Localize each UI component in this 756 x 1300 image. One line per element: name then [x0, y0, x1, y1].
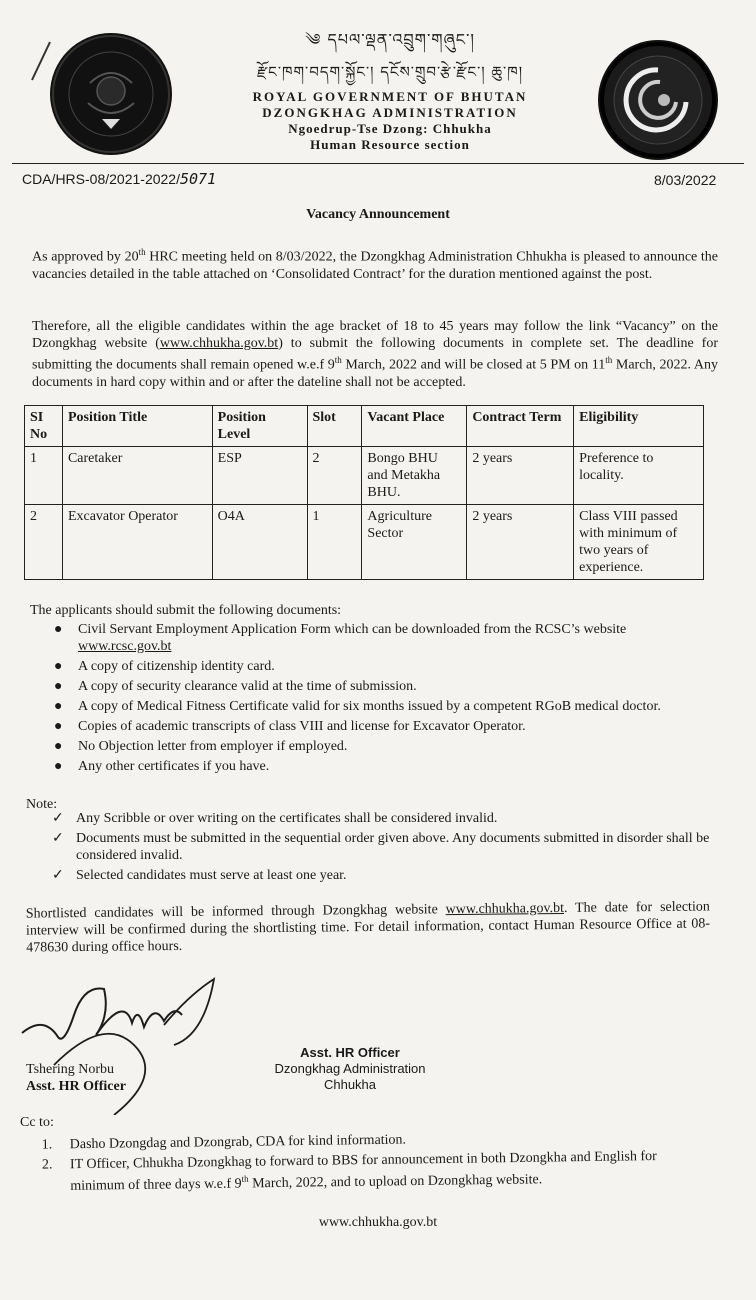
dzongkha-subtitle: རྫོང་ཁག་བདག་སྐྱོང་། དངོས་གྲུབ་རྩེ་རྫོང་། ཆུ་ཁ།: [256, 63, 524, 81]
table-cell: Preference to locality.: [574, 447, 704, 505]
signatory-title: Asst. HR Officer: [26, 1079, 126, 1094]
website-link[interactable]: www.chhukha.gov.bt: [159, 336, 279, 351]
col-header: Vacant Place: [362, 406, 467, 447]
documents-intro: The applicants should submit the following documents:: [30, 603, 342, 618]
table-cell: 2: [307, 447, 362, 505]
list-item: ✓ Selected candidates must serve at least one year.: [52, 868, 347, 883]
intro-paragraph-2: Therefore, all the eligible candidates within the age bracket of 18 to 45 years may follow the link “Vacancy” on the Dzongkhag website (www.chhukha.gov.bt) to submit the following documents in complete set. The deadline for submitting the documents shall remain opened w.e.f 9th March, 2022 and will be closed at 5 PM on 11th March, 2022. Any documents in hard copy within and or after the dateline shall not be accepted.: [32, 319, 718, 390]
list-item: ● No Objection letter from employer if employed.: [54, 739, 348, 754]
emblem-seal-icon: [50, 33, 172, 155]
cc-list: [42, 1127, 703, 1198]
list-item: ● Any other certificates if you have.: [54, 759, 270, 774]
bullet-icon: ●: [54, 699, 63, 714]
col-header: Eligibility: [574, 406, 704, 447]
table-cell: 2: [25, 505, 63, 580]
col-header: Slot: [307, 406, 362, 447]
table-cell: Excavator Operator: [62, 505, 212, 580]
col-header: Position Level: [212, 406, 307, 447]
table-cell: 1: [307, 505, 362, 580]
dzongkha-title: ༄ དཔལ་ལྡན་འབྲུག་གཞུང་།: [305, 30, 475, 49]
reference-number-text: CDA/HRS-08/2021-2022/: [22, 171, 180, 187]
col-header: Contract Term: [467, 406, 574, 447]
checkmark-icon: ✓: [52, 811, 64, 826]
list-item: ✓ Any Scribble or over writing on the certificates shall be considered invalid.: [52, 811, 498, 826]
bullet-icon: ●: [54, 719, 63, 734]
table-cell: Caretaker: [62, 447, 212, 505]
list-item: 1. Dasho Dzongdag and Dzongrab, CDA for kind information.: [41, 1132, 407, 1153]
royal-emblem-left: [50, 33, 172, 155]
stamp-line: Chhukha: [323, 1077, 377, 1092]
reference-number: [22, 170, 216, 188]
intro-paragraph-1: As approved by 20th HRC meeting held on 8/03/2022, the Dzongkhag Administration Chhukha is pleased to announce the vacancies detailed in the table attached on ‘Consolidated Contract’ for the duration mentioned against the post.: [32, 247, 718, 282]
note-list: [50, 810, 710, 887]
header-divider: [12, 163, 744, 164]
vacancy-table: [24, 405, 704, 580]
table-cell: Bongo BHU and Metakha BHU.: [362, 447, 467, 505]
stamp-line: Asst. HR Officer: [300, 1045, 400, 1060]
bullet-icon: ●: [54, 679, 63, 694]
bullet-icon: ●: [54, 739, 63, 754]
col-header: SI No: [25, 406, 63, 447]
table-row: [25, 447, 704, 505]
checkmark-icon: ✓: [52, 868, 64, 883]
handwritten-reference: 5071: [179, 170, 217, 188]
list-item: ✓ Documents must be submitted in the sequential order given above. Any documents submitted in disorder shall be considered invalid.: [52, 831, 710, 863]
official-stamp: [250, 1045, 450, 1093]
letter-date: 8/03/2022: [654, 172, 717, 188]
bullet-icon: ●: [54, 759, 63, 774]
table-cell: O4A: [212, 505, 307, 580]
col-header: Position Title: [62, 406, 212, 447]
signatory-name: Tshering Norbu: [26, 1062, 115, 1077]
list-item: 2. IT Officer, Chhukha Dzongkhag to forward to BBS for announcement in both Dzongkha and English for minimum of three days w.e.f 9th March, 2022, and to upload on Dzongkhag website.: [41, 1149, 657, 1194]
list-item: ● A copy of citizenship identity card.: [54, 659, 275, 674]
section-name: Human Resource section: [310, 137, 470, 152]
bullet-icon: ●: [54, 659, 63, 674]
stamp-line: Dzongkhag Administration: [274, 1061, 426, 1076]
administration-name: DZONGKHAG ADMINISTRATION: [262, 105, 518, 120]
table-cell: 2 years: [467, 505, 574, 580]
announcement-title: Vacancy Announcement: [306, 207, 450, 222]
documents-list: [52, 621, 712, 778]
list-item: ● A copy of Medical Fitness Certificate valid for six months issued by a competent RGoB medical doctor.: [54, 699, 661, 714]
bullet-icon: ●: [54, 622, 63, 637]
note-label: Note:: [26, 797, 58, 812]
footer-website: www.chhukha.gov.bt: [318, 1215, 438, 1230]
table-cell: ESP: [212, 447, 307, 505]
dzongkhag-emblem-right: [598, 40, 718, 160]
table-cell: Agriculture Sector: [362, 505, 467, 580]
pen-mark-icon: [28, 40, 54, 84]
list-item: ● A copy of security clearance valid at the time of submission.: [54, 679, 417, 694]
list-item: ● Copies of academic transcripts of class VIII and license for Excavator Operator.: [54, 719, 526, 734]
rcsc-link[interactable]: www.rcsc.gov.bt: [78, 639, 172, 654]
checkmark-icon: ✓: [52, 831, 64, 846]
cc-label: Cc to:: [20, 1115, 54, 1130]
table-header-row: [25, 406, 704, 447]
dzong-name: Ngoedrup-Tse Dzong: Chhukha: [288, 121, 492, 136]
shortlist-website-link[interactable]: www.chhukha.gov.bt: [445, 900, 565, 918]
government-name: ROYAL GOVERNMENT OF BHUTAN: [252, 89, 528, 104]
table-cell: Class VIII passed with minimum of two years of experience.: [574, 505, 704, 580]
list-item: ● Civil Servant Employment Application Form which can be downloaded from the RCSC’s website www.rcsc.gov.bt: [54, 622, 627, 654]
table-cell: 1: [25, 447, 63, 505]
shortlist-paragraph: Shortlisted candidates will be informed through Dzongkhag website www.chhukha.gov.bt. The date for selection interview will be confirmed during the shortlisting time. For detail information, contact Human Resource Office at 08-478630 during office hours.: [25, 899, 711, 956]
table-row: [25, 505, 704, 580]
wheel-logo-icon: [598, 40, 718, 160]
table-cell: 2 years: [467, 447, 574, 505]
